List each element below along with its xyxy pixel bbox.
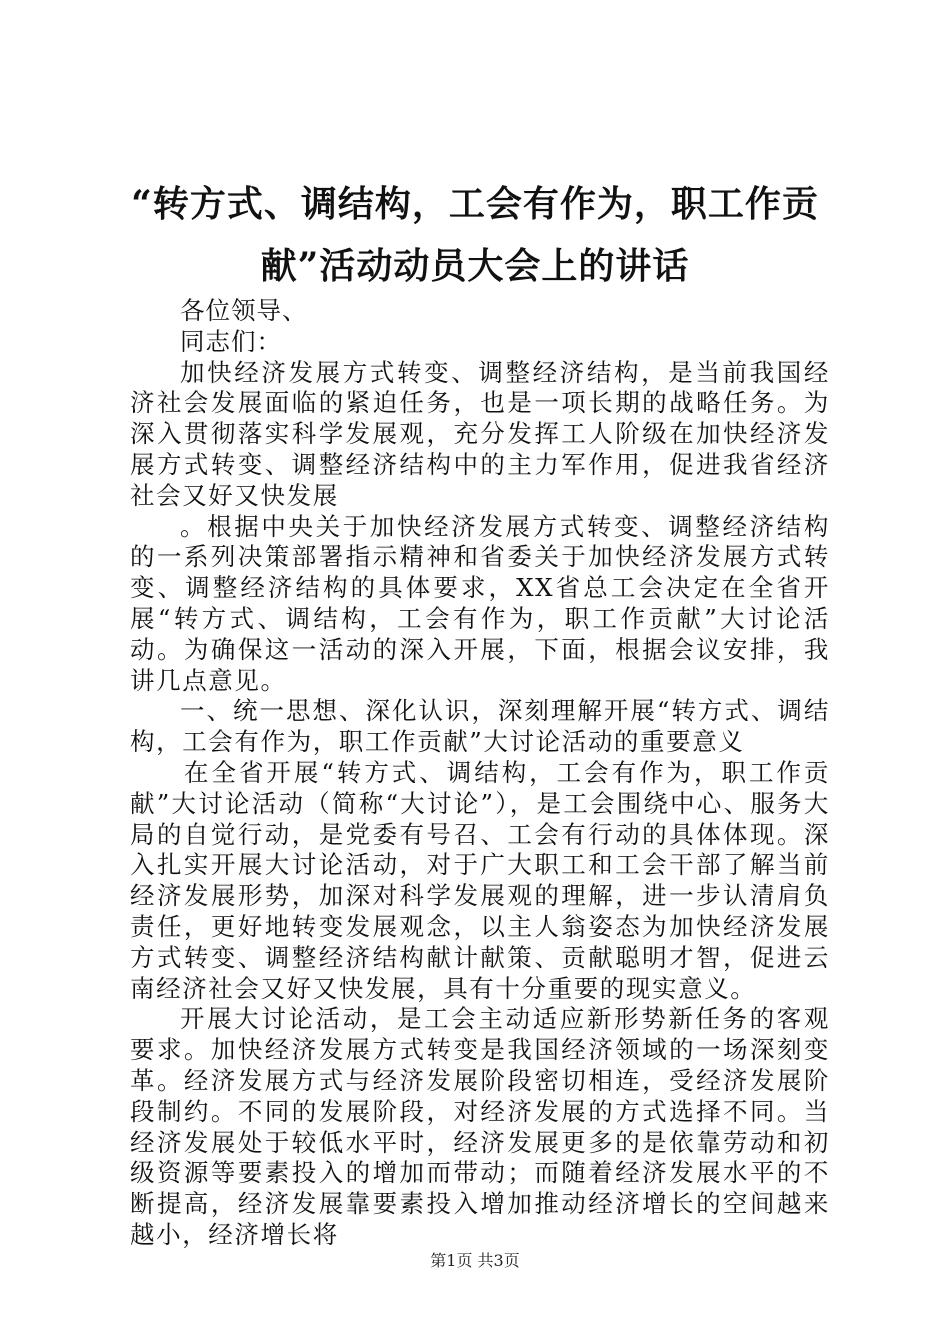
document-title-line-2: 献”活动动员大会上的讲话 bbox=[260, 245, 690, 287]
paragraph-3: 在全省开展“转方式、调结构，工会有作为，职工作贡献”大讨论活动（简称“大讨论”），是工会围绕中心、服务大局的自觉行动，是党委有号召、工会有行动的具体体现。深入扎实开展大讨论活动，对于广大职工和工会干部了解当前经济发展形势，加深对科学发展观的理解，进一步认清肩负责任，更好地转变发展观念，以主人翁姿态为加快经济发展方式转变、调整经济结构献计献策、贡献聪明才智，促进云南经济社会又好又快发展，具有十分重要的现实意义。 bbox=[130, 757, 830, 1003]
paragraph-1: 加快经济发展方式转变、调整经济结构，是当前我国经济社会发展面临的紧迫任务，也是一项长期的战略任务。为深入贯彻落实科学发展观，充分发挥工人阶级在加快经济发展方式转变、调整经济结构中的主力军作用，促进我省经济社会又好又快发展 bbox=[130, 357, 830, 510]
salutation-comrades: 同志们： bbox=[180, 326, 282, 356]
document-title-line-1: “转方式、调结构，工会有作为，职工作贡 bbox=[131, 183, 819, 225]
page-number-footer: 第1页 共3页 bbox=[430, 1251, 520, 1270]
document-body bbox=[130, 296, 830, 1251]
paragraph-4: 开展大讨论活动，是工会主动适应新形势新任务的客观要求。加快经济发展方式转变是我国经济领域的一场深刻变革。经济发展方式与经济发展阶段密切相连，受经济发展阶段制约。不同的发展阶段，对经济发展的方式选择不同。当经济发展处于较低水平时，经济发展更多的是依靠劳动和初级资源等要素投入的增加而带动；而随着经济发展水平的不断提高，经济发展靠要素投入增加推动经济增长的空间越来越小，经济增长将 bbox=[130, 1004, 830, 1249]
salutation-leaders: 各位领导、 bbox=[180, 296, 308, 325]
paragraph-2: 。根据中央关于加快经济发展方式转变、调整经济结构的一系列决策部署指示精神和省委关于加快经济发展方式转变、调整经济结构的具体要求，XX省总工会决定在全省开展“转方式、调结构，工会有作为，职工作贡献”大讨论活动。为确保这一活动的深入开展，下面，根据会议安排，我讲几点意见。 bbox=[130, 511, 830, 695]
section-heading-1: 一、统一思想、深化认识，深刻理解开展“转方式、调结构，工会有作为，职工作贡献”大讨论活动的重要意义 bbox=[130, 696, 830, 757]
